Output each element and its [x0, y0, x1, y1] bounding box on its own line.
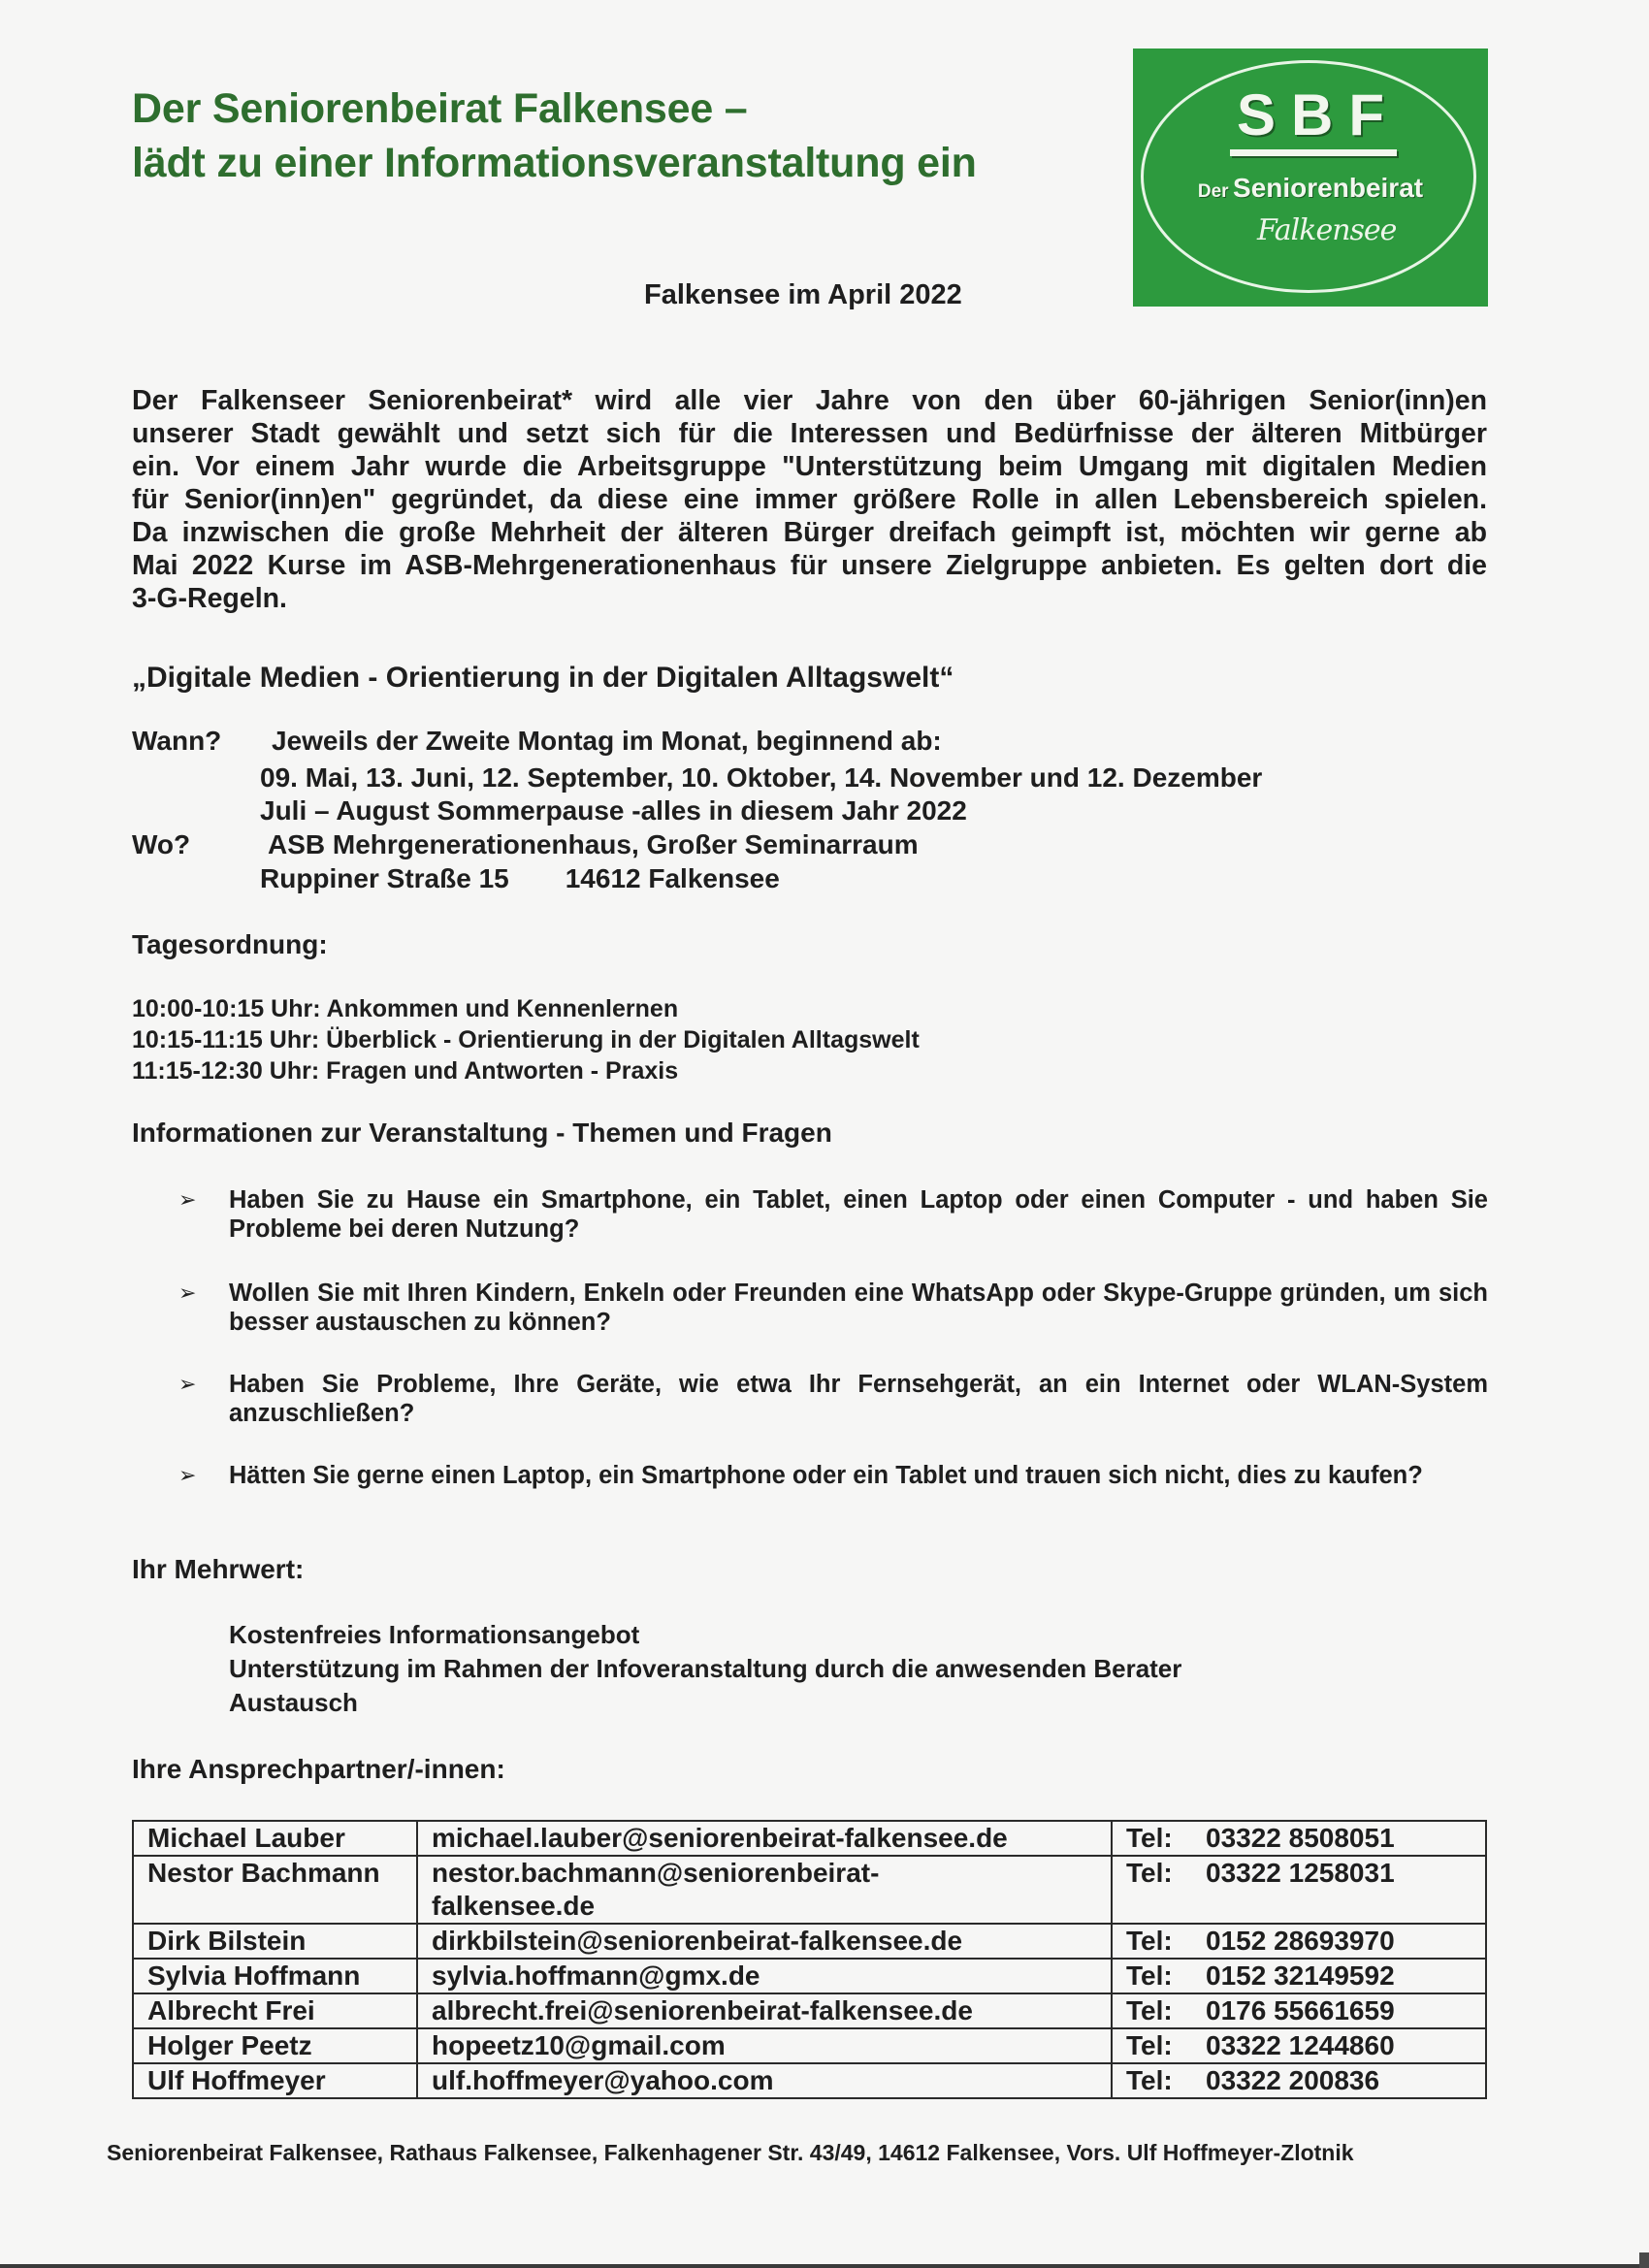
table-row — [133, 1856, 1486, 1924]
phone-number: 0152 28693970 — [1206, 1926, 1395, 1956]
contact-email-link-cont[interactable]: falkensee.de — [432, 1891, 596, 1921]
question-item — [178, 1370, 1488, 1428]
tel-label: Tel: — [1126, 1858, 1173, 1888]
phone-number: 0152 32149592 — [1206, 1960, 1395, 1991]
contact-email — [417, 2028, 1112, 2063]
value-list — [229, 1618, 1181, 1720]
question-text: Hätten Sie gerne einen Laptop, ein Smartphone oder ein Tablet und trauen sich nicht, dies zu kaufen? — [229, 1462, 1423, 1489]
table-row — [133, 2028, 1486, 2063]
phone-number: 0176 55661659 — [1206, 1995, 1395, 2025]
intro-line: für Senior(inn)en" gegründet, da diese eine immer größere Rolle in allen Lebensbereich spielen. — [132, 484, 1487, 515]
title-line-1: Der Seniorenbeirat Falkensee – — [132, 85, 748, 132]
agenda-item: 10:00-10:15 Uhr: Ankommen und Kennenlernen — [132, 995, 679, 1022]
table-row — [133, 2063, 1486, 2098]
contact-phone — [1112, 1821, 1486, 1856]
question-text: Haben Sie zu Hause ein Smartphone, ein Tablet, einen Laptop oder einen Computer - und haben Sie Probleme bei deren Nutzung? — [229, 1186, 1488, 1243]
value-item: Austausch — [229, 1688, 358, 1717]
arrowhead-bullet-icon: ➢ — [178, 1463, 197, 1487]
event-title: „Digitale Medien - Orientierung in der Digitalen Alltagswelt“ — [132, 662, 954, 694]
question-item — [178, 1279, 1488, 1337]
contact-email-link[interactable]: michael.lauber@seniorenbeirat-falkensee.de — [432, 1823, 1008, 1853]
contact-name: Sylvia Hoffmann — [133, 1959, 417, 1993]
contact-phone — [1112, 1856, 1486, 1924]
contact-email-link[interactable]: sylvia.hoffmann@gmx.de — [432, 1960, 760, 1991]
where-city: 14612 Falkensee — [565, 863, 780, 893]
contact-email-link[interactable]: albrecht.frei@seniorenbeirat-falkensee.de — [432, 1995, 973, 2025]
tel-label: Tel: — [1126, 1995, 1173, 2025]
where-label: Wo? — [132, 829, 191, 859]
question-item — [178, 1185, 1488, 1244]
logo-script-falkensee: Falkensee — [1257, 213, 1397, 247]
scan-corner-edge — [1639, 2252, 1649, 2268]
when-label: Wann? — [132, 726, 222, 756]
contact-name: Nestor Bachmann — [133, 1856, 417, 1924]
contact-email — [417, 1959, 1112, 1993]
contact-name: Ulf Hoffmeyer — [133, 2063, 417, 2098]
table-row — [133, 1959, 1486, 1993]
question-text: Wollen Sie mit Ihren Kindern, Enkeln oder Freunden eine WhatsApp oder Skype-Gruppe gründen, um sich besser austauschen zu können? — [229, 1280, 1488, 1336]
table-row — [133, 1993, 1486, 2028]
agenda-heading: Tagesordnung: — [132, 929, 328, 959]
title-line-2: lädt zu einer Informationsveranstaltung ein — [132, 140, 977, 186]
question-text: Haben Sie Probleme, Ihre Geräte, wie etwa Ihr Fernsehgerät, an ein Internet oder WLAN-System anzuschließen? — [229, 1371, 1488, 1427]
agenda-list — [132, 993, 920, 1086]
when-dates: 09. Mai, 13. Juni, 12. September, 10. Oktober, 14. November und 12. Dezember — [260, 762, 1263, 793]
where-street: Ruppiner Straße 15 — [260, 863, 509, 893]
sbf-logo — [1133, 49, 1488, 307]
tel-label: Tel: — [1126, 2030, 1173, 2060]
tel-label: Tel: — [1126, 1926, 1173, 1956]
contacts-table — [132, 1820, 1487, 2099]
logo-abbreviation: SBF — [1237, 82, 1400, 147]
intro-line: ein. Vor einem Jahr wurde die Arbeitsgruppe "Unterstützung beim Umgang mit digitalen Medien — [132, 451, 1487, 482]
contact-phone — [1112, 1924, 1486, 1959]
contact-email — [417, 1993, 1112, 2028]
page-title — [132, 81, 977, 190]
contact-email-link[interactable]: hopeetz10@gmail.com — [432, 2030, 726, 2060]
tel-label: Tel: — [1126, 1823, 1173, 1853]
logo-seniorenbeirat: Seniorenbeirat — [1233, 173, 1424, 203]
contact-email — [417, 1924, 1112, 1959]
contact-name: Michael Lauber — [133, 1821, 417, 1856]
info-heading: Informationen zur Veranstaltung - Themen und Fragen — [132, 1118, 832, 1148]
phone-number: 03322 8508051 — [1206, 1823, 1395, 1853]
when-schedule: Jeweils der Zweite Montag im Monat, beginnend ab: — [272, 726, 942, 756]
where-venue: ASB Mehrgenerationenhaus, Großer Seminarraum — [268, 829, 919, 859]
contact-email — [417, 2063, 1112, 2098]
intro-paragraph — [132, 384, 1487, 615]
agenda-item: 10:15-11:15 Uhr: Überblick - Orientierung in der Digitalen Alltagswelt — [132, 1026, 920, 1053]
intro-line: unserer Stadt gewählt und setzt sich für die Interessen und Bedürfnisse der älteren Mitbürger — [132, 418, 1487, 449]
question-item — [178, 1461, 1423, 1490]
contact-email-link[interactable]: dirkbilstein@seniorenbeirat-falkensee.de — [432, 1926, 963, 1956]
arrowhead-bullet-icon: ➢ — [178, 1372, 197, 1396]
tel-label: Tel: — [1126, 1960, 1173, 1991]
intro-line: Der Falkenseer Seniorenbeirat* wird alle vier Jahre von den über 60-jährigen Senior(inn)en — [132, 385, 1487, 416]
contact-email-link[interactable]: ulf.hoffmeyer@yahoo.com — [432, 2065, 774, 2095]
value-item: Unterstützung im Rahmen der Infoveranstaltung durch die anwesenden Berater — [229, 1654, 1182, 1683]
tel-label: Tel: — [1126, 2065, 1173, 2095]
logo-der: Der — [1197, 181, 1229, 202]
contact-phone — [1112, 2028, 1486, 2063]
phone-number: 03322 200836 — [1206, 2065, 1380, 2095]
contact-email-link[interactable]: nestor.bachmann@seniorenbeirat- — [432, 1858, 880, 1888]
table-row — [133, 1924, 1486, 1959]
contact-phone — [1112, 2063, 1486, 2098]
arrowhead-bullet-icon: ➢ — [178, 1280, 197, 1305]
footer-address: Seniorenbeirat Falkensee, Rathaus Falkensee, Falkenhagener Str. 43/49, 14612 Falkensee, Vors. Ulf Hoffmeyer-Zlotnik — [107, 2140, 1354, 2165]
phone-number: 03322 1258031 — [1206, 1858, 1395, 1888]
contact-phone — [1112, 1959, 1486, 1993]
value-item: Kostenfreies Informationsangebot — [229, 1620, 640, 1649]
contact-email — [417, 1821, 1112, 1856]
contact-name: Albrecht Frei — [133, 1993, 417, 2028]
contacts-heading: Ihre Ansprechpartner/-innen: — [132, 1754, 505, 1784]
intro-line: Mai 2022 Kurse im ASB-Mehrgenerationenhaus für unsere Zielgruppe anbieten. Es gelten dort die — [132, 550, 1487, 581]
phone-number: 03322 1244860 — [1206, 2030, 1395, 2060]
contact-name: Dirk Bilstein — [133, 1924, 417, 1959]
dateline: Falkensee im April 2022 — [644, 279, 962, 310]
table-row — [133, 1821, 1486, 1856]
intro-line: Da inzwischen die große Mehrheit der älteren Bürger dreifach geimpft ist, möchten wir gerne ab — [132, 517, 1487, 548]
contact-name: Holger Peetz — [133, 2028, 417, 2063]
when-summer-break: Juli – August Sommerpause -alles in diesem Jahr 2022 — [260, 795, 967, 826]
logo-underline — [1230, 149, 1397, 156]
contact-email — [417, 1856, 1112, 1924]
value-heading: Ihr Mehrwert: — [132, 1554, 305, 1584]
where-address — [260, 863, 780, 894]
contact-phone — [1112, 1993, 1486, 2028]
scan-bottom-edge — [0, 2264, 1649, 2268]
agenda-item: 11:15-12:30 Uhr: Fragen und Antworten - Praxis — [132, 1057, 679, 1085]
logo-name — [1133, 173, 1488, 204]
intro-line: 3-G-Regeln. — [132, 583, 287, 614]
arrowhead-bullet-icon: ➢ — [178, 1187, 197, 1212]
